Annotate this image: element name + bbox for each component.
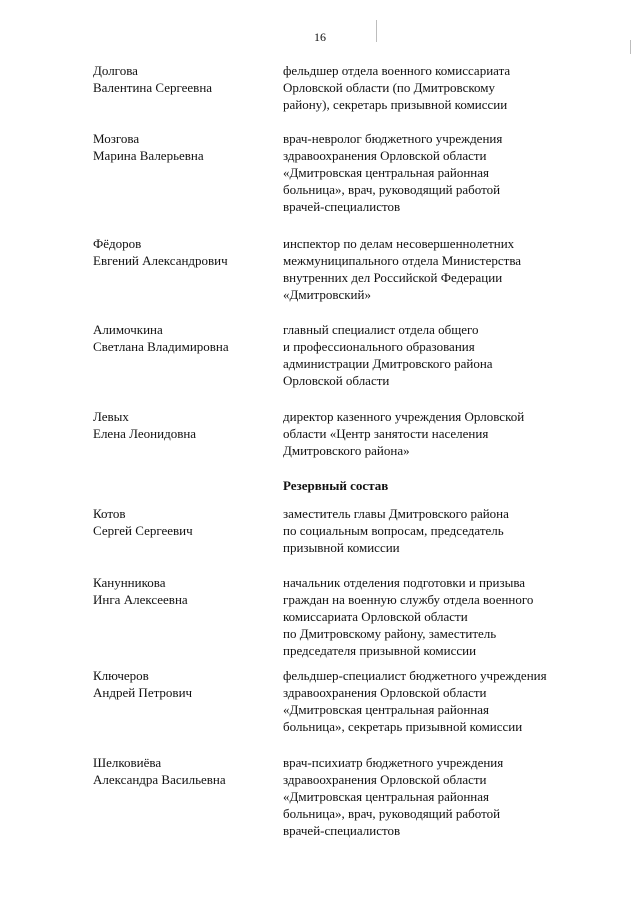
reserve-heading: Резервный состав bbox=[283, 478, 389, 493]
member-name: Ключеров Андрей Петрович bbox=[93, 668, 193, 700]
member-role: фельдшер отдела военного комиссариата Орловской области (по Дмитровскому району), секретарь призывной комиссии bbox=[283, 63, 511, 112]
member-name: Долгова Валентина Сергеевна bbox=[93, 63, 213, 95]
member-role: заместитель главы Дмитровского района по социальным вопросам, председатель призывной комиссии bbox=[283, 506, 509, 555]
member-name: Фёдоров Евгений Александрович bbox=[93, 236, 228, 268]
member-name: Котов Сергей Сергеевич bbox=[93, 506, 193, 538]
member-role: главный специалист отдела общего и профессионального образования администрации Дмитровского района Орловской области bbox=[283, 322, 493, 388]
member-role: начальник отделения подготовки и призыва граждан на военную службу отдела военного комиссариата Орловской области по Дмитровскому району, заместитель председателя призывной комиссии bbox=[283, 575, 534, 658]
member-name: Канунникова Инга Алексеевна bbox=[93, 575, 188, 607]
member-name: Мозгова Марина Валерьевна bbox=[93, 131, 204, 163]
scan-artifact-line bbox=[376, 20, 377, 42]
member-name: Алимочкина Светлана Владимировна bbox=[93, 322, 229, 354]
member-role: фельдшер-специалист бюджетного учреждения здравоохранения Орловской области «Дмитровская центральная районная больница», секретарь призывной комиссии bbox=[283, 668, 547, 734]
member-role: инспектор по делам несовершеннолетних межмуниципального отдела Министерства внутренних дел Российской Федерации «Дмитровский» bbox=[283, 236, 522, 302]
member-role: врач-психиатр бюджетного учреждения здравоохранения Орловской области «Дмитровская центральная районная больница», врач, руководящий работой врачей-специалистов bbox=[283, 755, 504, 838]
page-number: 16 bbox=[314, 30, 326, 44]
member-name: Шелковиёва Александра Васильевна bbox=[93, 755, 226, 787]
member-name: Левых Елена Леонидовна bbox=[93, 409, 197, 441]
member-role: директор казенного учреждения Орловской области «Центр занятости населения Дмитровского района» bbox=[283, 409, 525, 458]
scan-artifact-line bbox=[630, 40, 631, 54]
member-role: врач-невролог бюджетного учреждения здравоохранения Орловской области «Дмитровская центральная районная больница», врач, руководящий работой врачей-специалистов bbox=[283, 131, 503, 214]
